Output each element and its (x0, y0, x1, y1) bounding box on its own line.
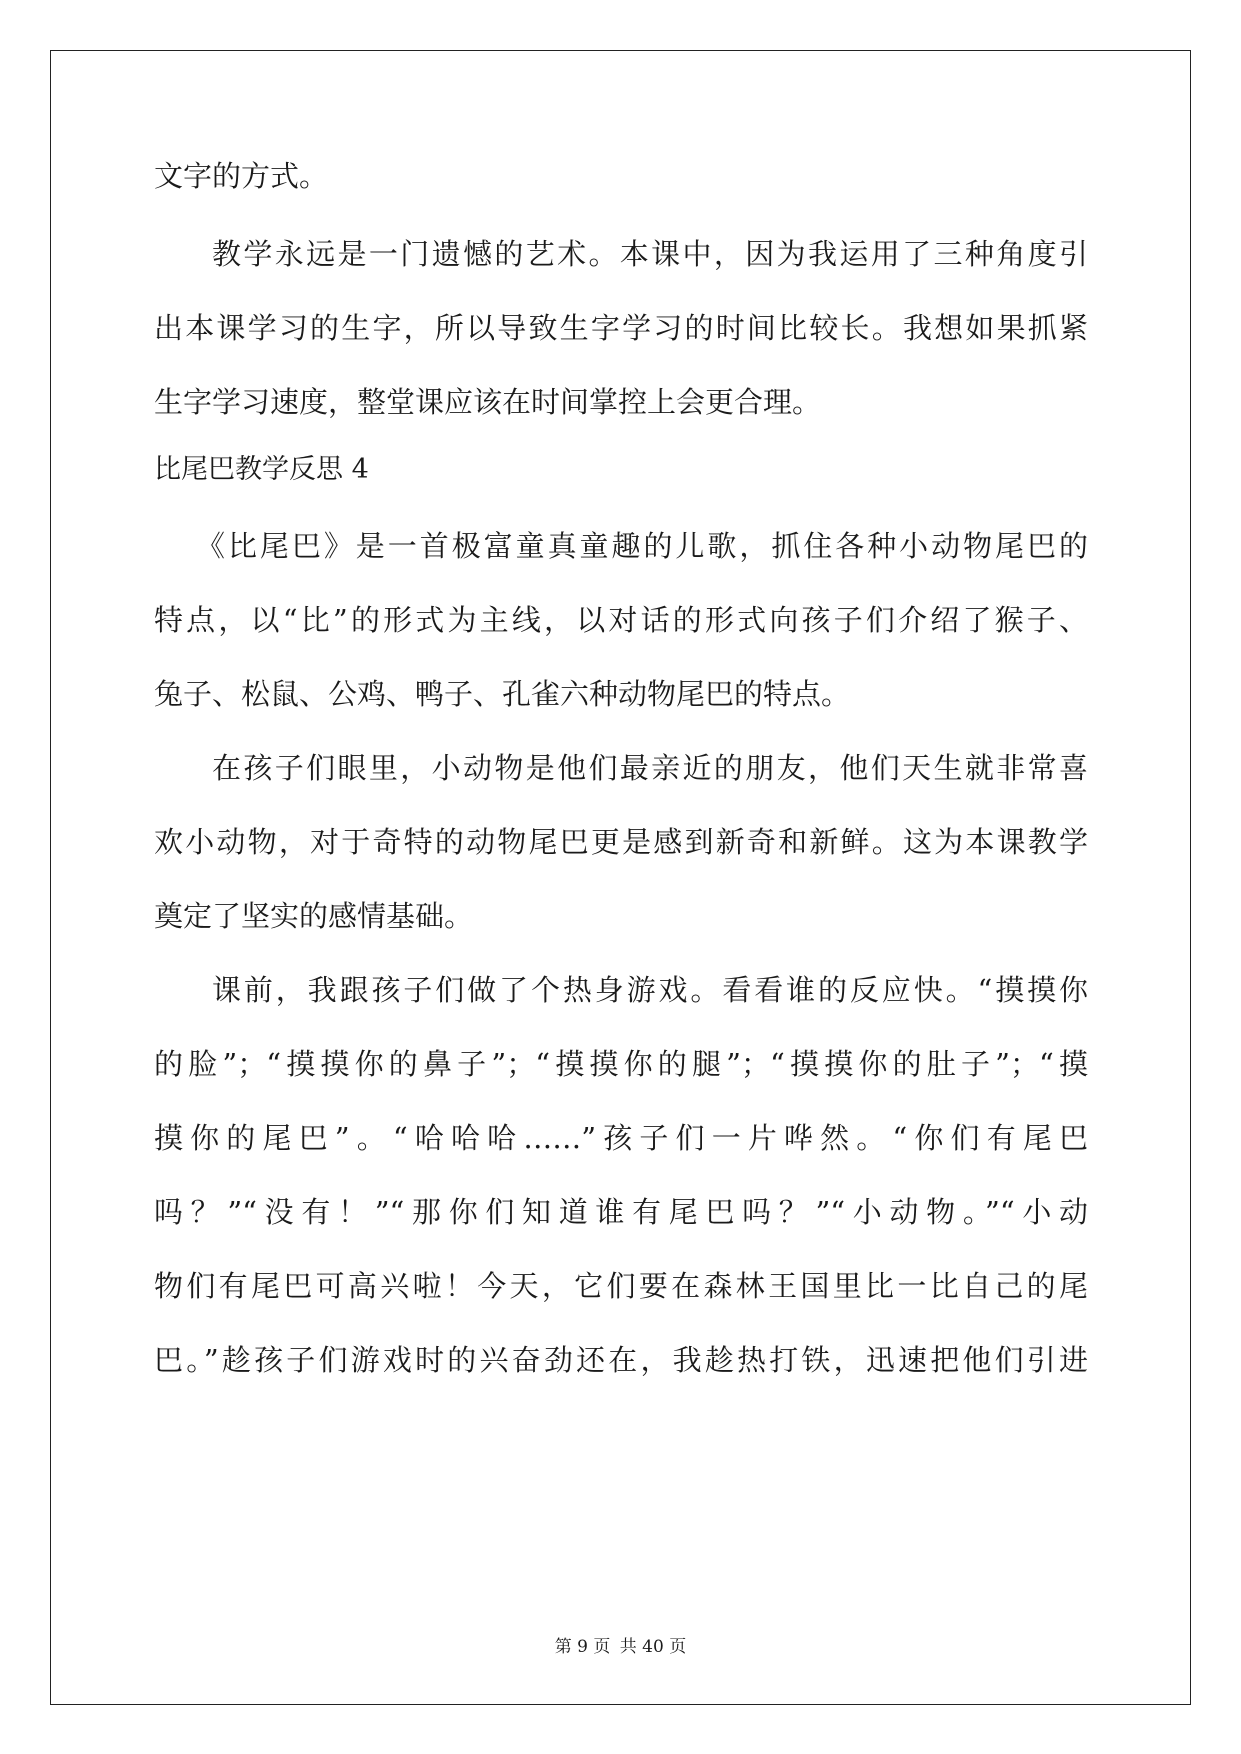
paragraph-line: 文字的方式。 (154, 159, 329, 193)
paragraph-line: 物们有尾巴可高兴啦！今天，它们要在森林王国里比一比自己的尾 (154, 1269, 1088, 1303)
section-heading: 比尾巴教学反思 4 (154, 454, 369, 485)
paragraph-line: 巴。”趁孩子们游戏时的兴奋劲还在，我趁热打铁，迅速把他们引进 (154, 1343, 1088, 1377)
paragraph-line: 课前，我跟孩子们做了个热身游戏。看看谁的反应快。“摸摸你 (212, 973, 1088, 1007)
paragraph-line: 出本课学习的生字，所以导致生字学习的时间比较长。我想如果抓紧 (154, 311, 1088, 345)
page-number: 第 9 页 (554, 1637, 611, 1657)
paragraph-line: 教学永远是一门遗憾的艺术。本课中，因为我运用了三种角度引 (212, 237, 1088, 271)
paragraph-line: 特点，以“比”的形式为主线，以对话的形式向孩子们介绍了猴子、 (154, 603, 1088, 637)
paragraph-line: 生字学习速度，整堂课应该在时间掌控上会更合理。 (154, 385, 822, 419)
paragraph-line: 的脸”；“摸摸你的鼻子”；“摸摸你的腿”；“摸摸你的肚子”；“摸 (154, 1047, 1088, 1081)
page-border (50, 50, 1191, 1705)
paragraph-line: 《比尾巴》是一首极富童真童趣的儿歌，抓住各种小动物尾巴的 (196, 529, 1088, 563)
paragraph-line: 在孩子们眼里，小动物是他们最亲近的朋友，他们天生就非常喜 (212, 751, 1088, 785)
paragraph-line: 吗？”“没有！”“那你们知道谁有尾巴吗？”“小动物。”“小动 (154, 1195, 1088, 1229)
paragraph-line: 兔子、松鼠、公鸡、鸭子、孔雀六种动物尾巴的特点。 (154, 677, 851, 711)
paragraph-line: 欢小动物，对于奇特的动物尾巴更是感到新奇和新鲜。这为本课教学 (154, 825, 1088, 859)
page-total: 共 40 页 (619, 1637, 687, 1657)
page-footer (0, 1632, 1241, 1657)
paragraph-line: 奠定了坚实的感情基础。 (154, 899, 474, 933)
paragraph-line: 摸你的尾巴”。“哈哈哈……”孩子们一片哗然。“你们有尾巴 (154, 1121, 1088, 1155)
